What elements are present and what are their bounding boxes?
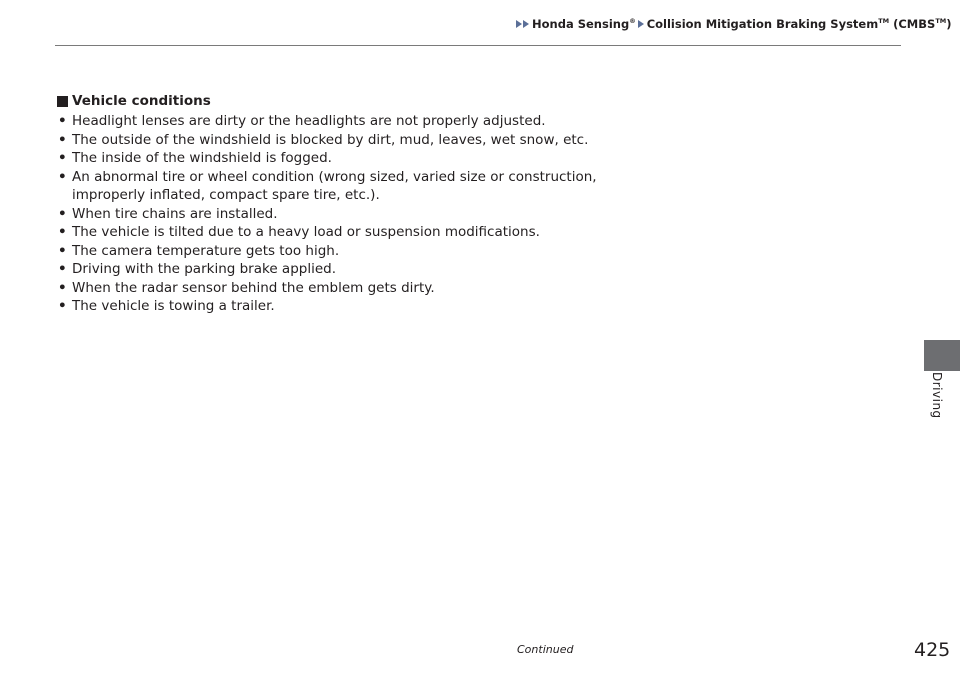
list-item: • The inside of the windshield is fogged. <box>58 150 332 166</box>
chapter-tab[interactable] <box>924 340 960 371</box>
arrow-icon <box>516 20 522 28</box>
bullet-icon: • <box>58 224 67 240</box>
header-divider <box>55 45 901 46</box>
square-bullet-icon <box>57 96 68 107</box>
list-item: • The vehicle is towing a trailer. <box>58 298 275 314</box>
bullet-icon: • <box>58 279 67 296</box>
page-number: 425 <box>914 639 951 661</box>
list-item: • The outside of the windshield is blocked by dirt, mud, leaves, wet snow, etc. <box>58 131 589 148</box>
bullet-icon: • <box>58 168 67 185</box>
breadcrumb <box>516 17 951 31</box>
arrow-icon <box>523 20 529 28</box>
bullet-icon: • <box>58 113 67 129</box>
bullet-icon: • <box>58 205 67 222</box>
breadcrumb-item-honda-sensing[interactable]: Honda Sensing® <box>532 17 636 31</box>
chapter-label: Driving <box>930 372 944 419</box>
bullet-icon: • <box>58 242 67 259</box>
section-title: Vehicle conditions <box>57 93 211 109</box>
list-item: • An abnormal tire or wheel condition (wrong sized, varied size or construction, <box>58 168 597 185</box>
list-item: • Driving with the parking brake applied. <box>58 261 337 277</box>
arrow-icon <box>638 20 644 28</box>
bullet-icon: • <box>58 131 67 148</box>
breadcrumb-item-cmbs[interactable]: Collision Mitigation Braking System™ (CMBS™) <box>646 17 952 31</box>
continued-note: Continued <box>517 643 574 656</box>
list-item-continuation: improperly inflated, compact spare tire, etc.). <box>72 187 380 203</box>
list-item: • The vehicle is tilted due to a heavy load or suspension modifications. <box>58 224 540 240</box>
condition-list <box>57 112 597 316</box>
list-item: • The camera temperature gets too high. <box>58 242 340 259</box>
list-item: • When tire chains are installed. <box>58 205 278 222</box>
bullet-icon: • <box>58 150 67 166</box>
bullet-icon: • <box>58 261 67 277</box>
list-item: • When the radar sensor behind the emblem gets dirty. <box>58 279 435 296</box>
list-item: • Headlight lenses are dirty or the headlights are not properly adjusted. <box>58 113 546 129</box>
bullet-icon: • <box>58 298 67 314</box>
